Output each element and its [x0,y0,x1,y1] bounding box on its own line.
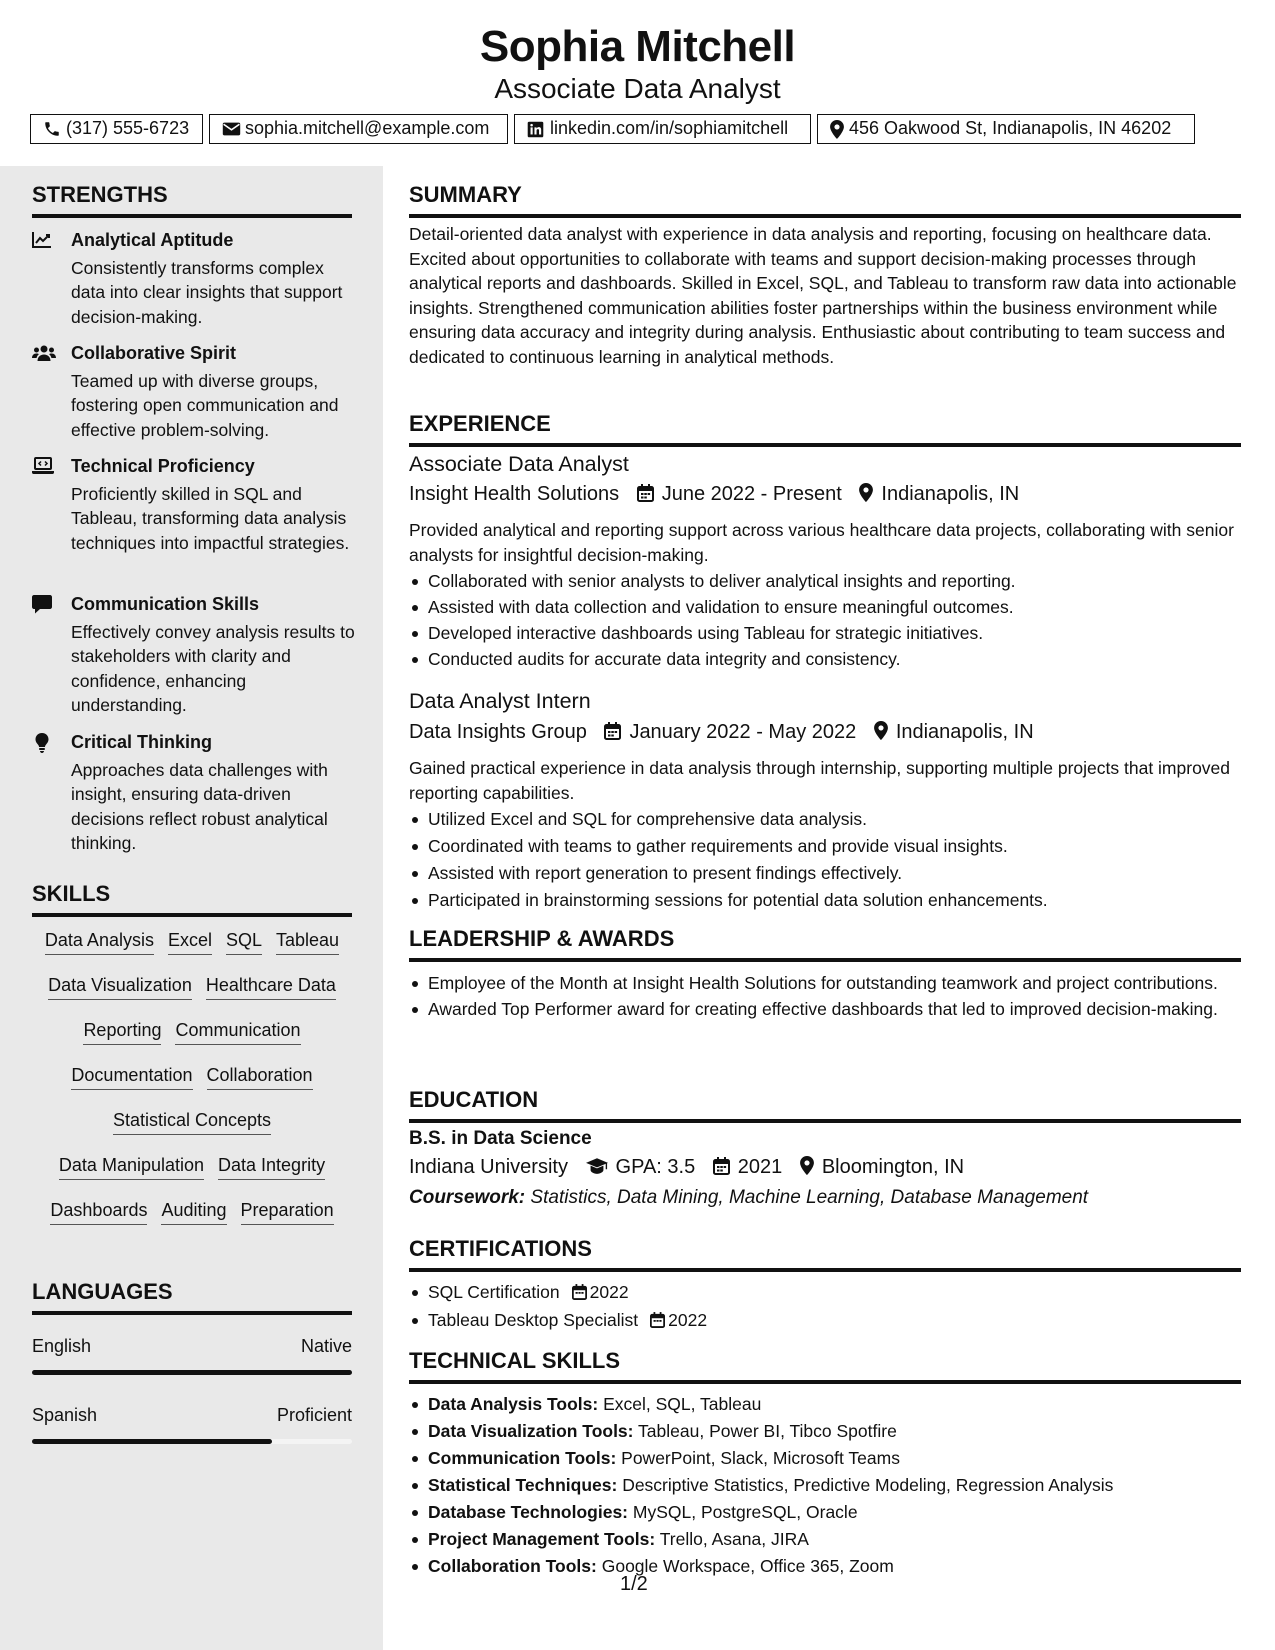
address-text: 456 Oakwood St, Indianapolis, IN 46202 [849,118,1172,138]
job-description: Gained practical experience in data analysis through internship, supporting multiple projects that improved reporting capabilities. [409,758,1231,803]
list-item [409,1554,1241,1578]
skill-tag: Data Analysis [45,930,154,955]
tech-skill-value: MySQL, PostgreSQL, Oracle [632,1502,858,1522]
job-role: Data Analyst Intern [409,689,591,713]
tech-skill-label: Statistical Techniques: [428,1475,618,1495]
sidebar [0,166,383,1650]
coursework-list: Statistics, Data Mining, Machine Learning, Database Management [530,1187,1089,1208]
cert-name: SQL Certification [428,1282,560,1302]
gpa: GPA: 3.5 [615,1156,696,1178]
map-pin-icon [800,1156,814,1175]
list-item [409,1473,1241,1497]
language-level-fill [32,1370,352,1375]
tech-skill-value: Google Workspace, Office 365, Zoom [601,1556,894,1576]
map-pin-icon [830,120,846,139]
skill-row [30,1110,354,1140]
calendar-icon [650,1312,665,1328]
skill-row [30,1155,354,1185]
page-number: 1/2 [620,1573,648,1595]
job-company: Data Insights Group [409,721,587,743]
list-item: Participated in brainstorming sessions for potential data solution enhancements. [409,888,1241,912]
linkedin-text: linkedin.com/in/sophiamitchell [550,118,789,138]
strength-desc: Effectively convey analysis results to stakeholders with clarity and confidence, enhancing understanding. [71,622,355,715]
coursework [409,1187,1088,1209]
tech-skill-label: Communication Tools: [428,1448,617,1468]
resume-header [0,0,1275,166]
skill-tag: Dashboards [50,1200,147,1225]
leadership-heading: LEADERSHIP & AWARDS [409,926,1241,962]
calendar-icon [713,1157,730,1175]
users-icon [32,344,54,364]
language-level: Native [300,1336,352,1356]
skill-tag: Reporting [83,1020,161,1045]
skill-tag: Auditing [161,1200,226,1225]
experience-heading: EXPERIENCE [409,411,1241,447]
lightbulb-icon [32,733,54,753]
list-item: Awarded Top Performer award for creating effective dashboards that led to improved decision-making. [409,997,1241,1021]
tech-skill-label: Database Technologies: [428,1502,629,1522]
calendar-icon [604,722,621,740]
summary-text: Detail-oriented data analyst with experience in data analysis and reporting, focusing on healthcare data. Excited about opportunities to collaborate with teams and support decision-making processes through analytical reports and dashboards. Skilled in Excel, SQL, and Tableau to transform raw data into actionable insights. Strengthened communication abilities foster partnerships within the business environment while ensuring data accuracy and integrity during analysis. Enthusiastic about contributing to team success and dedicated to continuous learning in analytical methods. [409,224,1237,367]
list-item [409,1527,1241,1551]
strength-title: Critical Thinking [71,732,213,752]
skill-tag: Data Visualization [48,975,192,1000]
leadership-list [409,971,1241,1021]
job-bullets [409,569,1241,671]
list-item [409,1419,1241,1443]
strength-title: Communication Skills [71,594,260,614]
graduation-cap-icon [586,1158,608,1175]
envelope-icon [222,121,242,137]
strength-desc: Consistently transforms complex data into clear insights that support decision-making. [71,258,343,327]
skill-tag: Data Manipulation [59,1155,204,1180]
job-company: Insight Health Solutions [409,483,620,505]
strength-title: Collaborative Spirit [71,343,237,363]
list-item: Utilized Excel and SQL for comprehensive data analysis. [409,807,1241,831]
job-location: Indianapolis, IN [881,483,1020,505]
skills-heading: SKILLS [32,881,352,917]
language-level: Proficient [276,1405,352,1425]
laptop-code-icon [32,457,54,477]
contact-phone[interactable] [30,114,203,144]
skill-tag: Excel [168,930,212,955]
technical-skills-list [409,1392,1241,1578]
certifications-heading: CERTIFICATIONS [409,1236,1241,1272]
strength-desc: Approaches data challenges with insight, ensuring data-driven decisions reflect robust analytical thinking. [71,760,328,853]
strength-desc: Teamed up with diverse groups, fostering open communication and effective problem-solving. [71,371,339,440]
list-item [409,1446,1241,1470]
skill-row [30,930,354,960]
list-item: Employee of the Month at Insight Health Solutions for outstanding teamwork and project contributions. [409,971,1241,995]
education-meta [409,1156,964,1179]
language-level-bar [32,1439,352,1444]
tech-skill-value: Trello, Asana, JIRA [659,1529,809,1549]
list-item: Developed interactive dashboards using Tableau for strategic initiatives. [409,621,1241,645]
calendar-icon [572,1284,587,1300]
tech-skill-value: Excel, SQL, Tableau [603,1394,762,1414]
skill-row [30,1065,354,1095]
skill-tag: Tableau [276,930,339,955]
phone-icon [43,120,63,138]
list-item: Assisted with data collection and validation to ensure meaningful outcomes. [409,595,1241,619]
cert-year: 2022 [589,1282,629,1302]
job-dates: January 2022 - May 2022 [629,721,857,743]
skill-row [30,975,354,1005]
job-meta [409,483,1019,506]
job-dates: June 2022 - Present [661,483,842,505]
strength-title: Technical Proficiency [71,456,255,476]
job-role: Associate Data Analyst [409,452,629,476]
tech-skill-label: Collaboration Tools: [428,1556,597,1576]
education-heading: EDUCATION [409,1087,1241,1123]
job-meta [409,721,1034,744]
phone-text: (317) 555-6723 [66,118,190,138]
chart-line-icon [32,231,54,251]
skill-tag: Healthcare Data [206,975,336,1000]
list-item [409,1392,1241,1416]
certifications-list [409,1280,1241,1332]
languages-heading: LANGUAGES [32,1279,352,1315]
skill-row [30,1200,354,1230]
job-location: Indianapolis, IN [895,721,1034,743]
technical-skills-heading: TECHNICAL SKILLS [409,1348,1241,1384]
contact-linkedin[interactable] [514,114,811,144]
tech-skill-value: Tableau, Power BI, Tibco Spotfire [638,1421,897,1441]
school-name: Indiana University [409,1156,568,1178]
degree-name: B.S. in Data Science [409,1128,592,1149]
map-pin-icon [874,721,888,740]
language-name: English [32,1336,92,1356]
strength-desc: Proficiently skilled in SQL and Tableau, transforming data analysis techniques into impactful strategies. [71,484,350,553]
list-item [409,1308,1241,1332]
skill-tag: Documentation [71,1065,192,1090]
tech-skill-label: Project Management Tools: [428,1529,656,1549]
language-level-bar [32,1370,352,1375]
skill-tag: Collaboration [207,1065,313,1090]
skill-tag: SQL [226,930,262,955]
cert-name: Tableau Desktop Specialist [428,1310,639,1330]
strengths-heading: STRENGTHS [32,182,352,218]
strength-title: Analytical Aptitude [71,230,234,250]
skill-tag: Statistical Concepts [113,1110,271,1135]
tech-skill-label: Data Visualization Tools: [428,1421,634,1441]
skill-tag: Preparation [241,1200,334,1225]
email-text: sophia.mitchell@example.com [245,118,490,138]
list-item [409,1500,1241,1524]
coursework-label: Coursework: [409,1187,526,1208]
tech-skill-value: Descriptive Statistics, Predictive Modeling, Regression Analysis [622,1475,1114,1495]
list-item: Conducted audits for accurate data integrity and consistency. [409,647,1241,671]
linkedin-icon [527,121,547,138]
skill-tag: Communication [175,1020,300,1045]
contact-bar [30,114,1241,144]
skill-tag: Data Integrity [218,1155,325,1180]
list-item: Collaborated with senior analysts to deliver analytical insights and reporting. [409,569,1241,593]
cert-year: 2022 [668,1310,708,1330]
comment-icon [32,595,54,615]
list-item [409,1280,1241,1304]
list-item: Assisted with report generation to present findings effectively. [409,861,1241,885]
language-name: Spanish [32,1405,98,1425]
language-level-fill [32,1439,272,1444]
candidate-title: Associate Data Analyst [494,73,781,104]
tech-skill-label: Data Analysis Tools: [428,1394,599,1414]
graduation-year: 2021 [737,1156,783,1178]
contact-email[interactable] [209,114,508,144]
skill-row [30,1020,354,1050]
map-pin-icon [859,483,873,502]
contact-address [817,114,1195,144]
job-description: Provided analytical and reporting support across various healthcare data projects, collaborating with senior analysts for insightful decision-making. [409,520,1234,565]
job-bullets [409,807,1241,912]
tech-skill-value: PowerPoint, Slack, Microsoft Teams [621,1448,900,1468]
calendar-icon [637,484,654,502]
school-location: Bloomington, IN [821,1156,965,1178]
list-item: Coordinated with teams to gather requirements and provide visual insights. [409,834,1241,858]
candidate-name: Sophia Mitchell [479,22,796,71]
summary-heading: SUMMARY [409,182,1241,218]
